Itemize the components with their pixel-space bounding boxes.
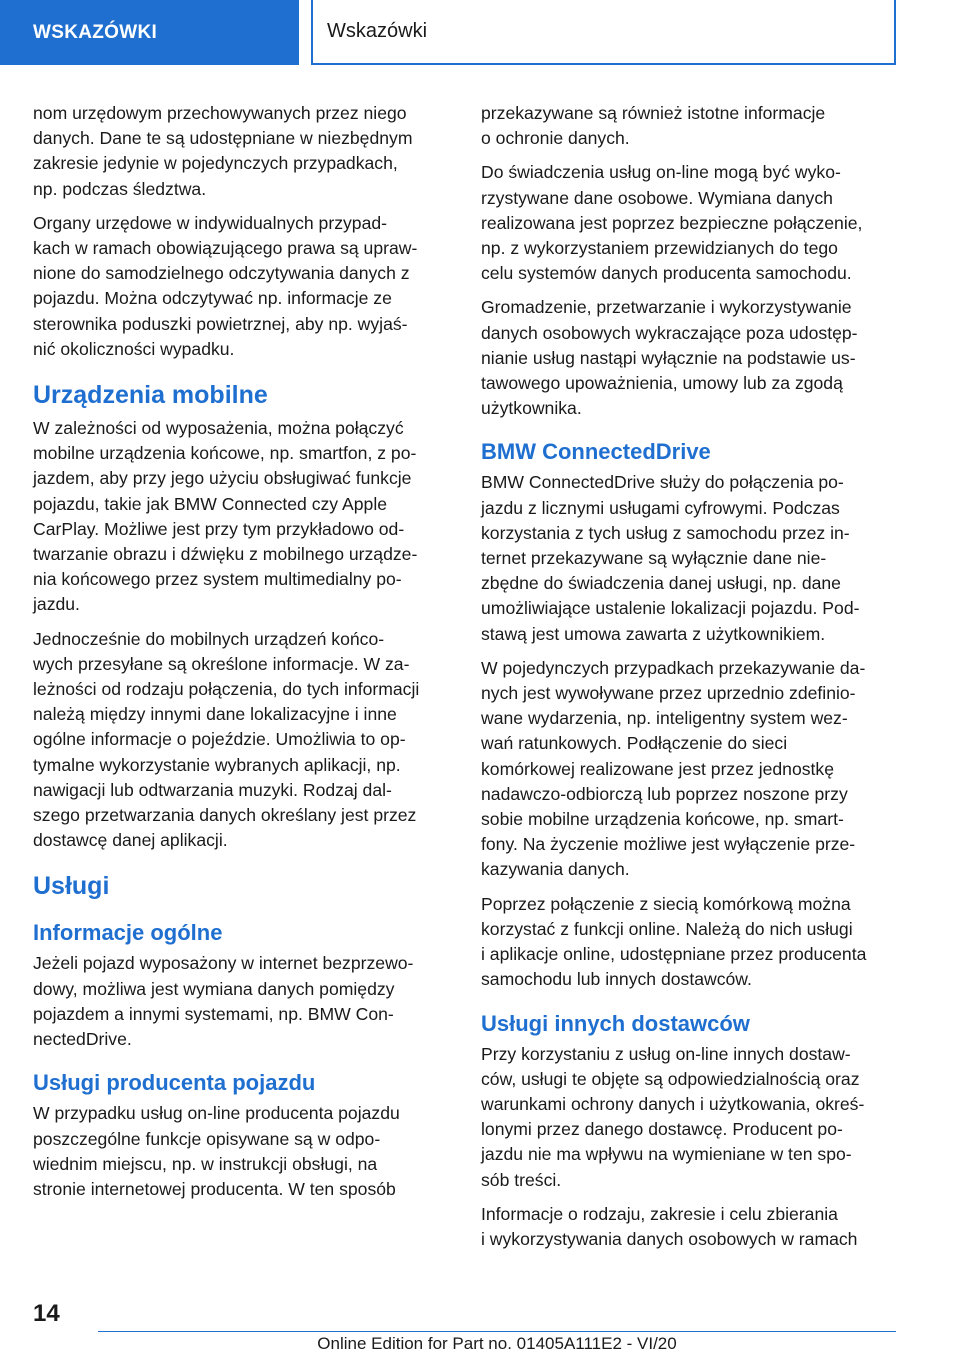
paragraph: przekazywane są również istotne informacje o ochronie danych.	[481, 103, 826, 149]
paragraph: W pojedynczych przypadkach przekazywanie da‐ nych jest wywoływane przez uprzednio zdefinio‐ wane wydarzenia, np. inteligentny system wez‐ wań ratunkowych. Podłączenie do sieci komórkowej realizowane jest przez jednostkę nadawczo-odbiorczą lub poprzez noszone przy sobie mobilne urządzenia końcowe, np. smart‐ fony. Na życzenie możliwe jest wyłączenie prze‐ kazywania danych.	[481, 657, 866, 880]
paragraph: W zależności od wyposażenia, można połączyć mobilne urządzenia końcowe, np. smartfon, z po‐ jazdem, aby przy jego użyciu obsługiwać funkcje pojazdu, takie jak BMW Connected czy Apple CarPlay. Możliwe jest przy tym przykładowo od‐ twarzanie obrazu i dźwięku z mobilnego urządze‐ nia końcowego przez system multimedialny po‐ jazdu.	[33, 418, 418, 615]
paragraph: Do świadczenia usług on-line mogą być wyko‐ rzystywane dane osobowe. Wymiana danych realizowana jest poprzez bezpieczne połączenie, np. z wykorzystaniem przewidzianych do tego celu systemów danych producenta samochodu.	[481, 162, 863, 284]
paragraph: nom urzędowym przechowywanych przez niego danych. Dane te są udostępniane w niezbędnym zakresie jedynie w pojedynczych przypadkach, np. podczas śledztwa.	[33, 103, 413, 199]
section-tab: WSKAZÓWKI	[0, 0, 299, 65]
paragraph: Gromadzenie, przetwarzanie i wykorzystywanie danych osobowych wykraczające poza udostęp‐ nianie usług nastąpi wyłącznie na podstawie us‐ tawowego upoważnienia, umowy lub za zgodą użytkownika.	[481, 297, 858, 419]
heading-services: Usługi	[33, 872, 110, 901]
paragraph: Jeżeli pojazd wyposażony w internet bezprzewo‐ dowy, możliwa jest wymiana danych pomiędzy pojazdem a innymi systemami, np. BMW Con‐ nectedDrive.	[33, 953, 414, 1050]
paragraph: Poprzez połączenie z siecią komórkową można korzystać z funkcji online. Należą do nich usługi i aplikacje online, udostępniane przez producenta samochodu lub innych dostawców.	[481, 893, 867, 990]
edition-footer: Online Edition for Part no. 01405A111E2 - VI/20	[317, 1334, 677, 1353]
paragraph: Informacje o rodzaju, zakresie i celu zbierania i wykorzystywania danych osobowych w ramach	[481, 1203, 858, 1249]
heading-manufacturer-services: Usługi producenta pojazdu	[33, 1070, 316, 1096]
heading-general-info: Informacje ogólne	[33, 920, 223, 946]
page-title: Wskazówki	[311, 0, 896, 65]
paragraph: Organy urzędowe w indywidualnych przypad‐ kach w ramach obowiązującego prawa są upraw‐ nione do samodzielnego odczytywania danych z pojazdu. Można odczytywać np. informacje ze sterownika poduszki powietrznej, aby np. wyjaś‐ nić okoliczności wypadku.	[33, 212, 418, 359]
page-number: 14	[33, 1300, 60, 1327]
heading-bmw-connecteddrive: BMW ConnectedDrive	[481, 439, 711, 465]
paragraph: W przypadku usług on-line producenta pojazdu poszczególne funkcje opisywane są w odpo‐ wiednim miejscu, np. w instrukcji obsługi, na stronie internetowej producenta. W ten sposób	[33, 1103, 400, 1199]
heading-third-party-services: Usługi innych dostawców	[481, 1010, 750, 1036]
right-column	[481, 101, 899, 1261]
paragraph: BMW ConnectedDrive służy do połączenia po‐ jazdu z licznymi usługami cyfrowymi. Podczas korzystania z tych usług z samochodu przez in‐ ternet przekazywane są wyłącznie dane nie‐ zbędne do świadczenia danej usługi, np. dane umożliwiające ustalenie lokalizacji pojazdu. Pod‐ stawą jest umowa zawarta z użytkownikiem.	[481, 472, 860, 644]
paragraph: Przy korzystaniu z usług on-line innych dostaw‐ ców, usługi te objęte są odpowiedzialnością oraz warunkami ochrony danych i użytkowania, okreś‐ lonymi przez danego dostawcę. Producent po‐ jazdu nie ma wpływu na wymieniane w ten spo‐ sób treści.	[481, 1043, 865, 1190]
heading-mobile-devices: Urządzenia mobilne	[33, 381, 268, 410]
footer-divider	[98, 1331, 896, 1332]
paragraph: Jednocześnie do mobilnych urządzeń końco‐ wych przesyłane są określone informacje. W za‐ leżności od rodzaju połączenia, do tych informacji należą między innymi dane lokalizacyjne i inne ogólne informacje o pojeździe. Umożliwia to op‐ tymalne wykorzystanie wybranych aplikacji, np. nawigacji lub odtwarzania muzyki. Rodzaj dal‐ szego przetwarzania danych określany jest przez dostawcę danej aplikacji.	[33, 628, 420, 851]
left-column	[33, 101, 451, 1211]
